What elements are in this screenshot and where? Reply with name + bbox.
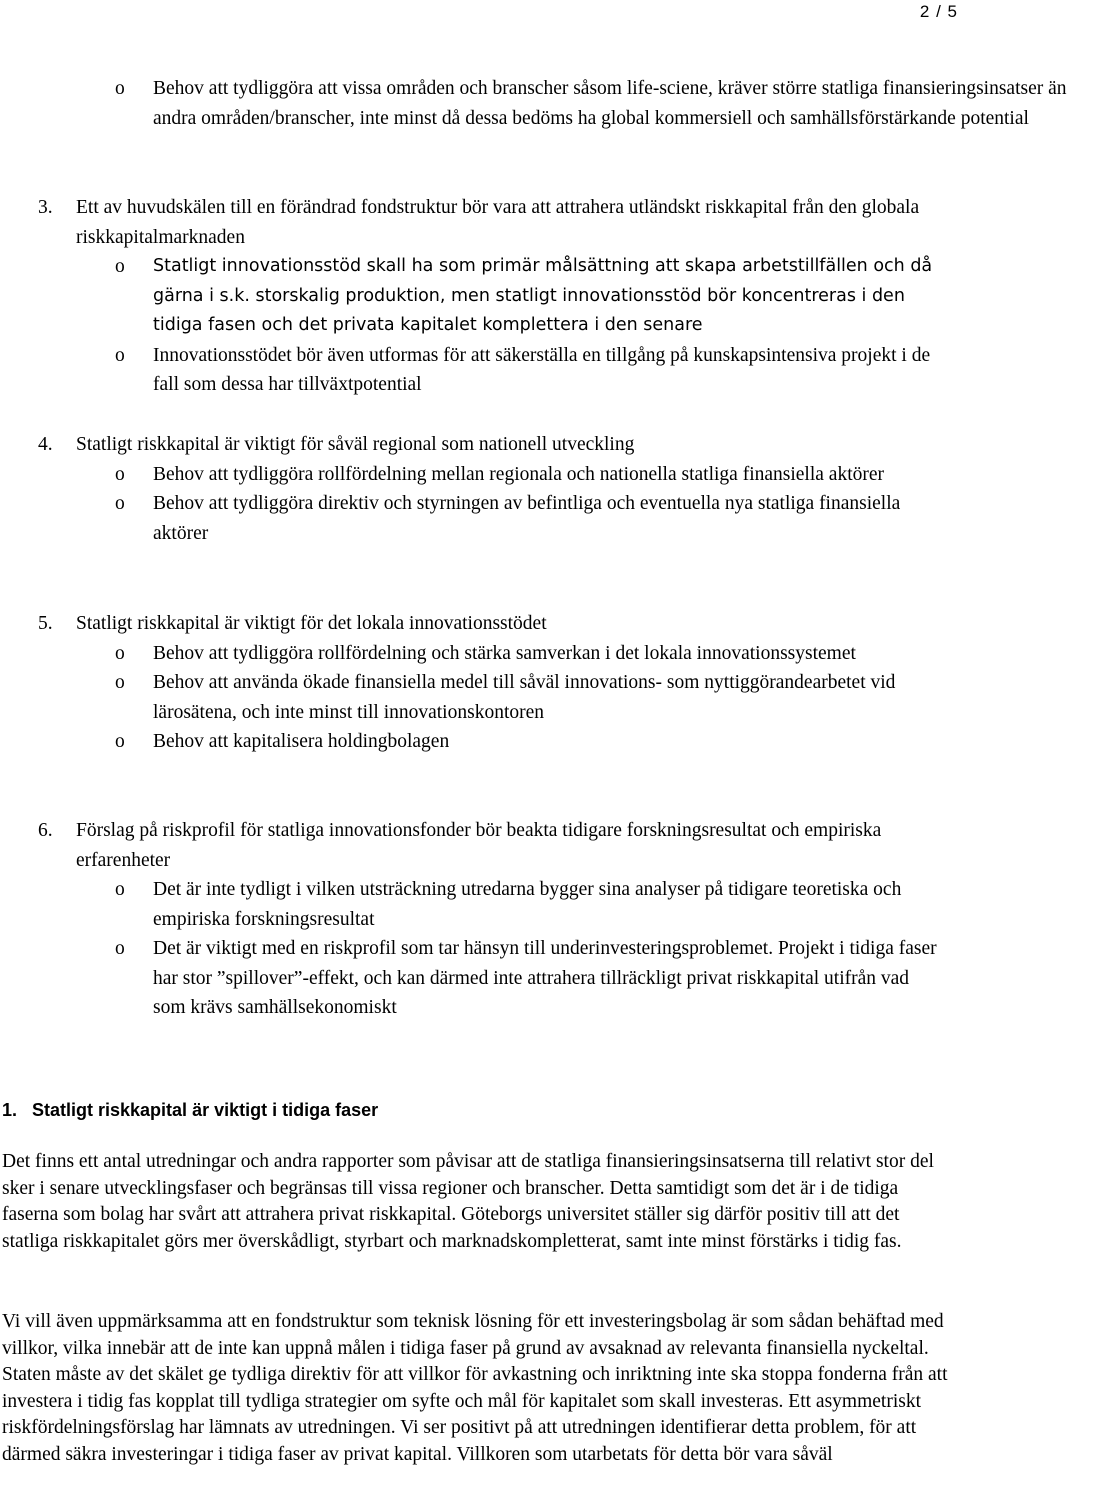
item-heading: [0, 609, 952, 639]
bullet-text: Det är inte tydligt i vilken utsträckning utredarna bygger sina analyser på tidigare teoretiska och empiriska forskningsresultat: [153, 879, 902, 930]
list-item: [0, 489, 952, 548]
list-item: [0, 460, 952, 490]
item-number: 4.: [38, 434, 53, 455]
item-number: 3.: [38, 197, 53, 218]
list-item: [0, 252, 952, 341]
bullet-marker: o: [115, 879, 125, 900]
item-number: 6.: [38, 820, 53, 841]
paragraph: Vi vill även uppmärksamma att en fondstruktur som teknisk lösning för ett investeringsbolag är som sådan behäftad med villkor, vilka innebär att de inte kan uppnå målen i tidiga faser på grund av avsaknad av relevanta finansiella nyckeltal. Staten måste av det skälet ge tydliga direktiv för att villkor för avkastning och inriktning inte ska stoppa fonderna från att investera i tidig fas kopplat till tydliga strategier om syfte och mål för kapitalet som skall investeras. Ett asymmetriskt riskfördelningsförslag har lämnats av utredningen. Vi ser positivt på att utredningen identifierar detta problem, för att därmed säkra investeringar i tidiga faser av privat kapital. Villkoren som utarbetats för detta bör vara såväl: [2, 1311, 948, 1465]
item-text: Förslag på riskprofil för statliga innovationsfonder bör beakta tidigare forskningsresultat och empiriska erfarenheter: [76, 820, 882, 871]
item-heading: [0, 816, 952, 875]
item-text: Ett av huvudskälen till en förändrad fondstruktur bör vara att attrahera utländskt riskkapital från den globala riskkapitalmarknaden: [76, 197, 920, 248]
bullet-marker: o: [115, 493, 125, 514]
bullet-marker: o: [115, 344, 125, 366]
bullet-text: Behov att tydliggöra rollfördelning mellan regionala och nationella statliga finansiella aktörer: [153, 463, 885, 485]
bullet-text: Innovationsstödet bör även utformas för att säkerställa en tillgång på kunskapsintensiva projekt i de fall som dessa har tillväxtpotential: [153, 344, 931, 395]
page-number: 2 / 5: [919, 2, 958, 21]
bullet-text: Behov att kapitalisera holdingbolagen: [153, 731, 450, 752]
bullet-marker: o: [115, 642, 125, 664]
item-heading: [0, 193, 952, 252]
list-item: [0, 341, 952, 400]
numbered-item-3: [0, 193, 952, 400]
bullet-text: Behov att tydliggöra direktiv och styrningen av befintliga och eventuella nya statliga finansiella aktörer: [153, 493, 901, 544]
numbered-item-5: [0, 609, 952, 757]
list-item: [0, 934, 952, 1023]
bullet-text: Det är viktigt med en riskprofil som tar hänsyn till underinvesteringsproblemet. Projekt i tidiga faser har stor ”spillover”-effekt, och kan därmed inte attrahera tillräckligt privat riskkapital utifrån vad som krävs samhällsekonomiskt: [153, 938, 937, 1018]
bullet-marker: o: [115, 672, 125, 693]
bullet-marker: o: [115, 78, 125, 99]
numbered-item-4: [0, 430, 952, 548]
paragraph: Det finns ett antal utredningar och andra rapporter som påvisar att de statliga finansieringsinsatserna till relativt stor del sker i senare utvecklingsfaser och begränsas till vissa regioner och branscher. Detta samtidigt som det är i de tidiga faserna som bolag har svårt att attrahera privat riskkapital. Göteborgs universitet ställer sig därför positiv till att det statliga riskkapitalet görs mer överskådligt, styrbart och marknadskompletterat, samt inte minst förstärks i tidig fas.: [2, 1151, 934, 1252]
list-item: [0, 639, 952, 669]
bullet-text: Statligt innovationsstöd skall ha som primär målsättning att skapa arbetstillfällen och då gärna i s.k. storskalig produktion, men statligt innovationsstöd bör koncentreras i den tidiga fasen och det privata kapitalet komplettera i den senare: [153, 256, 933, 335]
item-heading: [0, 430, 952, 460]
item-text: Statligt riskkapital är viktigt för det lokala innovationsstödet: [76, 613, 547, 634]
bullet-marker: o: [115, 731, 125, 752]
bullet-text: Behov att tydliggöra att vissa områden och branscher såsom life-sciene, kräver större statliga finansieringsinsatser än andra områden/branscher, inte minst då dessa bedöms ha global kommersiell och samhällsförstärkande potential: [153, 78, 1067, 129]
item-text: Statligt riskkapital är viktigt för såväl regional som nationell utveckling: [76, 434, 635, 455]
bullet-text: Behov att använda ökade finansiella medel till såväl innovations- som nyttiggörandearbetet vid lärosätena, och inte minst till innovationskontoren: [153, 672, 896, 723]
bullet-marker: o: [115, 938, 125, 959]
bullet-marker: o: [115, 463, 125, 485]
section-heading: 1. Statligt riskkapital är viktigt i tidiga faser: [2, 1100, 379, 1120]
list-item: [0, 875, 952, 934]
list-item: [0, 727, 952, 757]
bullet-marker: o: [115, 256, 125, 277]
bullet-text: Behov att tydliggöra rollfördelning och stärka samverkan i det lokala innovationssystemet: [153, 642, 856, 664]
list-item: [0, 668, 952, 727]
list-item: [0, 74, 1113, 133]
item-number: 5.: [38, 613, 53, 634]
numbered-item-6: [0, 816, 952, 1023]
